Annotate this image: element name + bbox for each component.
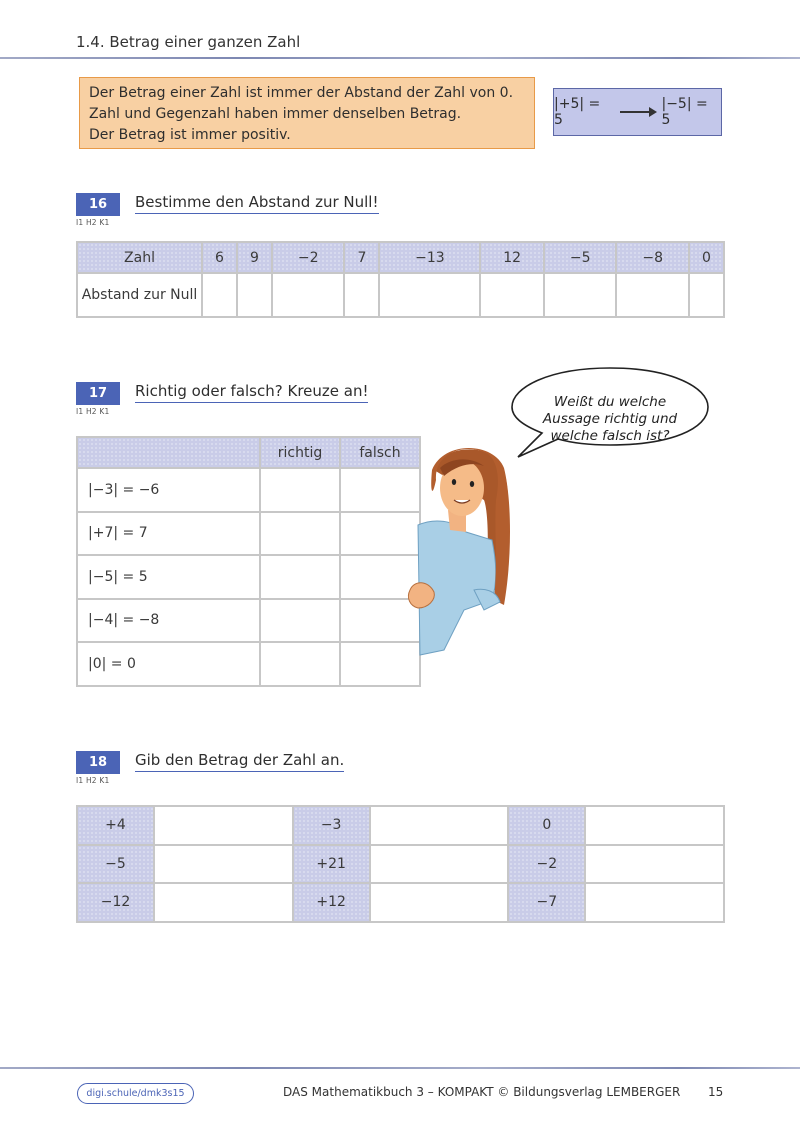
number-cell: −3 [293, 806, 370, 845]
distance-table [76, 241, 725, 318]
answer-cell[interactable] [237, 273, 272, 317]
number-cell: 12 [480, 242, 544, 273]
answer-cell[interactable] [154, 845, 293, 884]
true-false-table [76, 436, 421, 687]
example-left: |+5| = 5 [554, 96, 601, 128]
task-codes: I1 H2 K1 [76, 218, 110, 227]
statement: |−3| = −6 [77, 468, 260, 512]
page-number: 15 [708, 1085, 724, 1099]
number-cell: −2 [272, 242, 345, 273]
number-cell: −8 [616, 242, 689, 273]
number-cell: +4 [77, 806, 154, 845]
answer-cell[interactable] [272, 273, 345, 317]
digi-schule-link[interactable]: digi.schule/dmk3s15 [77, 1083, 194, 1104]
girl-illustration-icon [404, 440, 524, 660]
rule-line: Zahl und Gegenzahl haben immer denselben Betrag. [89, 106, 462, 122]
section-title: 1.4. Betrag einer ganzen Zahl [76, 33, 301, 51]
richtig-checkbox[interactable] [260, 512, 340, 556]
task-title: Richtig oder falsch? Kreuze an! [135, 382, 368, 403]
number-cell: −13 [379, 242, 480, 273]
richtig-checkbox[interactable] [260, 599, 340, 643]
number-cell: 7 [344, 242, 379, 273]
statement: |−4| = −8 [77, 599, 260, 643]
example-box [553, 88, 722, 136]
number-cell: 0 [689, 242, 724, 273]
task-title: Gib den Betrag der Zahl an. [135, 751, 344, 772]
answer-cell[interactable] [154, 883, 293, 922]
rule-line: Der Betrag einer Zahl ist immer der Abstand der Zahl von 0. [89, 85, 514, 101]
number-cell: 0 [508, 806, 585, 845]
richtig-checkbox[interactable] [260, 468, 340, 512]
answer-cell[interactable] [202, 273, 237, 317]
answer-cell[interactable] [616, 273, 689, 317]
task-number-17: 17 [76, 382, 120, 405]
answer-cell[interactable] [154, 806, 293, 845]
speech-bubble-text [510, 394, 710, 445]
number-cell: −2 [508, 845, 585, 884]
task-codes: I1 H2 K1 [76, 407, 110, 416]
number-cell: −12 [77, 883, 154, 922]
answer-cell[interactable] [689, 273, 724, 317]
answer-cell[interactable] [585, 845, 724, 884]
footer-divider [0, 1067, 800, 1069]
answer-cell[interactable] [370, 883, 509, 922]
bubble-line: Aussage richtig und [542, 411, 678, 427]
richtig-checkbox[interactable] [260, 642, 340, 686]
bubble-line: welche falsch ist? [550, 428, 670, 444]
header-divider [0, 57, 800, 59]
richtig-checkbox[interactable] [260, 555, 340, 599]
answer-cell[interactable] [344, 273, 379, 317]
publisher-text: DAS Mathematikbuch 3 – KOMPAKT © Bildungsverlag LEMBERGER [283, 1085, 681, 1099]
statement: |0| = 0 [77, 642, 260, 686]
statement: |+7| = 7 [77, 512, 260, 556]
task-title: Bestimme den Abstand zur Null! [135, 193, 379, 214]
answer-cell[interactable] [585, 883, 724, 922]
answer-cell[interactable] [480, 273, 544, 317]
task-number-18: 18 [76, 751, 120, 774]
header-empty [77, 437, 260, 468]
number-cell: −5 [77, 845, 154, 884]
example-right: |−5| = 5 [661, 96, 708, 128]
number-cell: 6 [202, 242, 237, 273]
answer-cell[interactable] [585, 806, 724, 845]
answer-cell[interactable] [370, 845, 509, 884]
row-label-abstand: Abstand zur Null [77, 273, 202, 317]
right-arrow-icon [620, 111, 656, 113]
row-label-zahl: Zahl [77, 242, 202, 273]
header-richtig: richtig [260, 437, 340, 468]
number-cell: +12 [293, 883, 370, 922]
number-cell: +21 [293, 845, 370, 884]
number-cell: −5 [544, 242, 617, 273]
absolute-value-table [76, 805, 725, 923]
number-cell: 9 [237, 242, 272, 273]
statement: |−5| = 5 [77, 555, 260, 599]
answer-cell[interactable] [379, 273, 480, 317]
bubble-line: Weißt du welche [553, 394, 667, 410]
rule-box [79, 77, 535, 149]
task-number-16: 16 [76, 193, 120, 216]
number-cell: −7 [508, 883, 585, 922]
header-falsch: falsch [340, 437, 420, 468]
task-codes: I1 H2 K1 [76, 776, 110, 785]
rule-line: Der Betrag ist immer positiv. [89, 127, 291, 143]
answer-cell[interactable] [544, 273, 617, 317]
answer-cell[interactable] [370, 806, 509, 845]
